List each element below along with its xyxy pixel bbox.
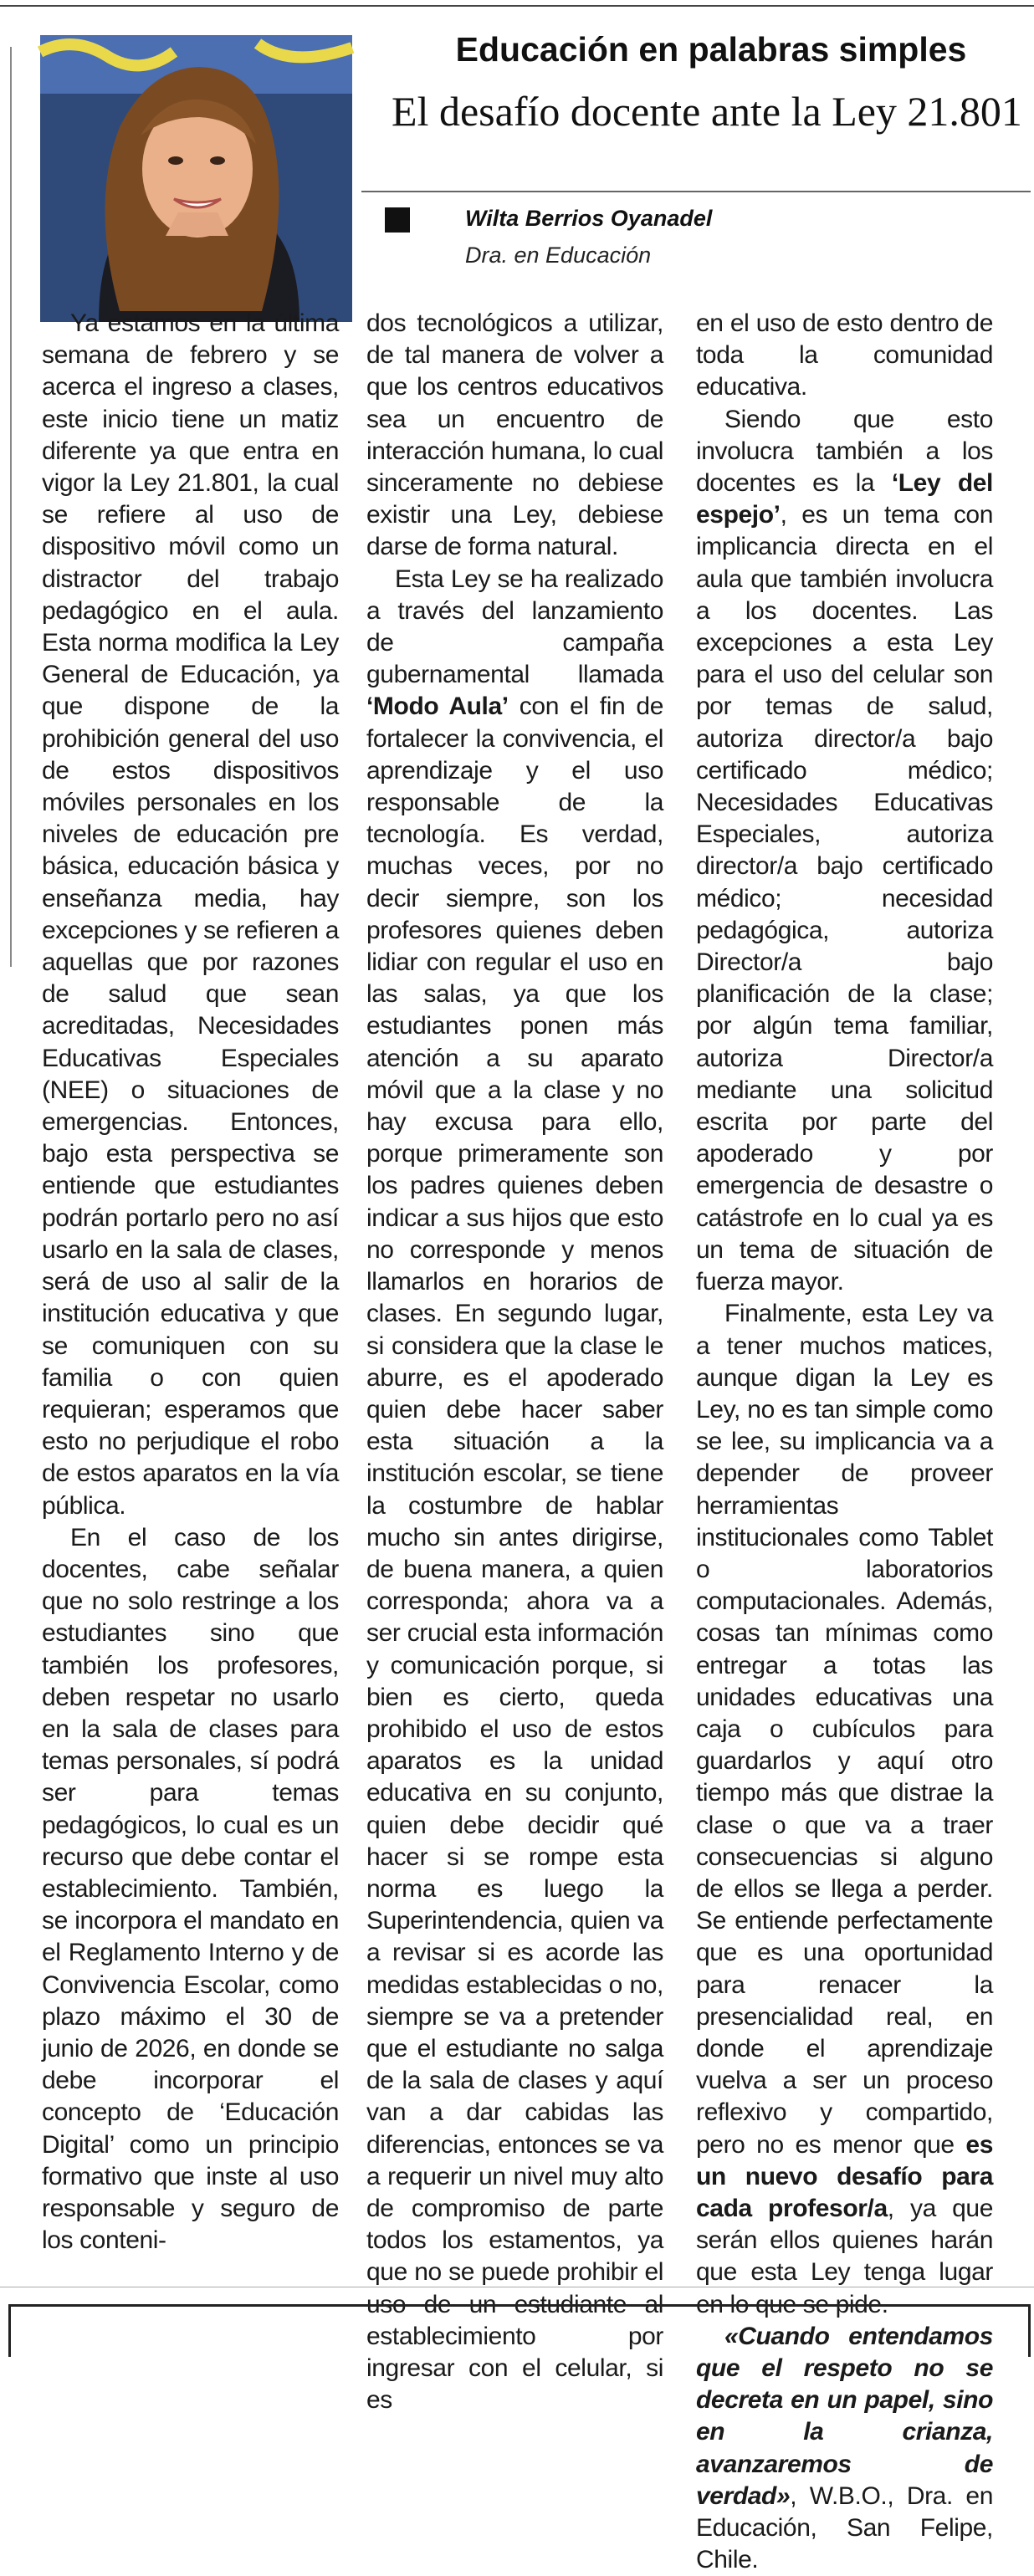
paragraph: Ya estamos en la última semana de febrero y se acerca el ingreso a clases, este inicio tiene un matiz diferente ya que entra en vigor la Ley 21.801, la cual se refiere al uso de dispositivo móvil como un distractor del trabajo pedagógico en el aula. Esta norma modifica la Ley General de Educación, ya que dispone de la prohibición general del uso de estos dispositivos móviles personales en los niveles de educación pre básica, educación básica y enseñanza media, hay excepciones y se refieren a aquellas que por razones de salud que sean acreditadas, Necesidades Educativas Especiales (NEE) o situaciones de emergencias. Entonces, bajo esta perspectiva se entiende que estudiantes podrán portarlo pero no así usarlo en la sala de clases, será de uso al salir de la institución educativa y que se comuniquen con su familia o con quien requieran; esperamos que esto no perjudique el robo de estos aparatos en la vía pública. <box>42 309 339 1520</box>
closing-quote: «Cuando entendamos que el respeto no se decreta en un papel, sino en la crianza, avanzaremos de verdad» <box>696 2322 993 2510</box>
text-run: Finalmente, esta Ley va a tener muchos matices, aunque digan la Ley es Ley, no es tan simple como se lee, su implicancia va a depender de proveer herramientas institucionales como Tablet o laboratorios computacionales. Además, cosas tan mínimas como entregar a totas las unidades educativas una caja o cubículos para guardarlos y aquí otro tiempo más que distrae la clase o que va a traer consecuencias si alguno de ellos se llega a perder. Se entiende perfectamente que es una oportunidad para renacer la presencialidad real, en donde el aprendizaje vuelva a ser un proceso reflexivo y compartido, pero no es menor que <box>696 1300 993 2159</box>
text-run: con el fin de fortalecer la convivencia, el aprendizaje y el uso responsable de la tecnología. Es verdad, muchas veces, por no decir siempre, son los profesores quienes deben lidiar con regular el uso en las salas, ya que los estudiantes ponen más atención a su aparato móvil que a la clase y no hay excusa para ello, porque primeramente son los padres quienes deben indicar a sus hijos que esto no corresponde y menos llamarlos en horarios de clases. En segundo lugar, si considera que la clase le aburre, es el apoderado quien debe hacer saber esta situación a la institución escolar, se tiene la costumbre de hablar mucho sin antes dirigirse, de buena manera, a quien corresponda; ahora va a ser crucial esta información y comunicación porque, si bien es cierto, queda prohibido el uso de estos aparatos es la unidad educativa en su conjunto, quien debe decidir qué hacer si se rompe esta norma es luego la Superintendencia, quien va a revisar si es acorde las medidas establecidas o no, siempre se va a pretender que el estudiante no salga de la sala de clases y aquí van a dar cabidas las diferencias, entonces se va a requerir un nivel muy alto de compromiso de parte todos los estamentos, ya que no se puede prohibir el uso de un estudiante al establecimiento por ingresar con el celular, si es <box>366 693 663 2415</box>
paragraph: En el caso de los docentes, cabe señalar que no solo restringe a los estudiantes sino que también los profesores, deben respetar no usarlo en la sala de clases para temas personales, sí podrá ser para temas pedagógicos, lo cual es un recurso que debe contar el establecimiento. También, se incorpora el mandato en el Reglamento Interno y de Convivencia Escolar, como plazo máximo el 30 de junio de 2026, en donde se debe incorporar el concepto de ‘Educación Digital’ como un principio formativo que inste al uso responsable y seguro de los conteni- <box>42 1523 339 2255</box>
text-run: , ya que serán ellos quienes harán que esta Ley tenga lugar en lo que se pide. <box>696 2194 993 2318</box>
byline-rule <box>361 191 1031 192</box>
paragraph <box>696 1298 993 2321</box>
body-column-3 <box>696 308 993 2574</box>
next-article-box <box>8 2304 1031 2357</box>
left-margin-rule <box>10 47 12 967</box>
body-column-1 <box>42 308 339 2265</box>
top-rule <box>0 5 1034 7</box>
text-run: Esta Ley se ha realizado a través del lanzamiento de campaña gubernamental llamada <box>366 565 663 689</box>
text-run: Siendo que esto involucra también a los docentes es la <box>696 405 993 498</box>
paragraph <box>696 404 993 1299</box>
paragraph <box>366 564 663 2417</box>
article-headline: El desafío docente ante la Ley 21.801 <box>392 88 1022 135</box>
emphasis-ley-espejo: ‘Ley del espejo’ <box>696 469 993 529</box>
emphasis-desafio: es un nuevo desafío para cada profesor/a <box>696 2130 993 2222</box>
section-kicker: Educación en palabras simples <box>455 30 967 69</box>
closing-paragraph <box>696 2321 993 2576</box>
body-column-2 <box>366 308 663 2415</box>
author-photo <box>40 35 352 322</box>
paragraph: dos tecnológicos a utilizar, de tal manera de volver a que los centros educativos sea un encuentro de interacción humana, lo cual sinceramente no debiese existir una Ley, debiese darse de forma natural. <box>366 309 663 561</box>
author-name: Wilta Berrios Oyanadel <box>465 206 713 231</box>
author-credential: Dra. en Educación <box>465 243 652 268</box>
byline-square-icon <box>385 207 410 233</box>
text-run: , es un tema con implicancia directa en el aula que también involucra a los docentes. Las excepciones a esta Ley para el uso del celular son por temas de salud, autoriza director/a bajo certificado médico; Necesidades Educativas Especiales, autoriza director/a bajo certificado médico; necesidad pedagógica, autoriza Director/a bajo planificación de la clase; por algún tema familiar, autoriza Director/a mediante una solicitud escrita por parte del apoderado y por emergencia de desastre o catástrofe en lo cual ya es un tema de situación de fuerza mayor. <box>696 501 993 1296</box>
signature: , W.B.O., Dra. en Educación, San Felipe, Chile. <box>696 2481 993 2574</box>
paragraph: en el uso de esto dentro de toda la comunidad educativa. <box>696 309 993 401</box>
emphasis-modo-aula: ‘Modo Aula’ <box>366 693 509 721</box>
